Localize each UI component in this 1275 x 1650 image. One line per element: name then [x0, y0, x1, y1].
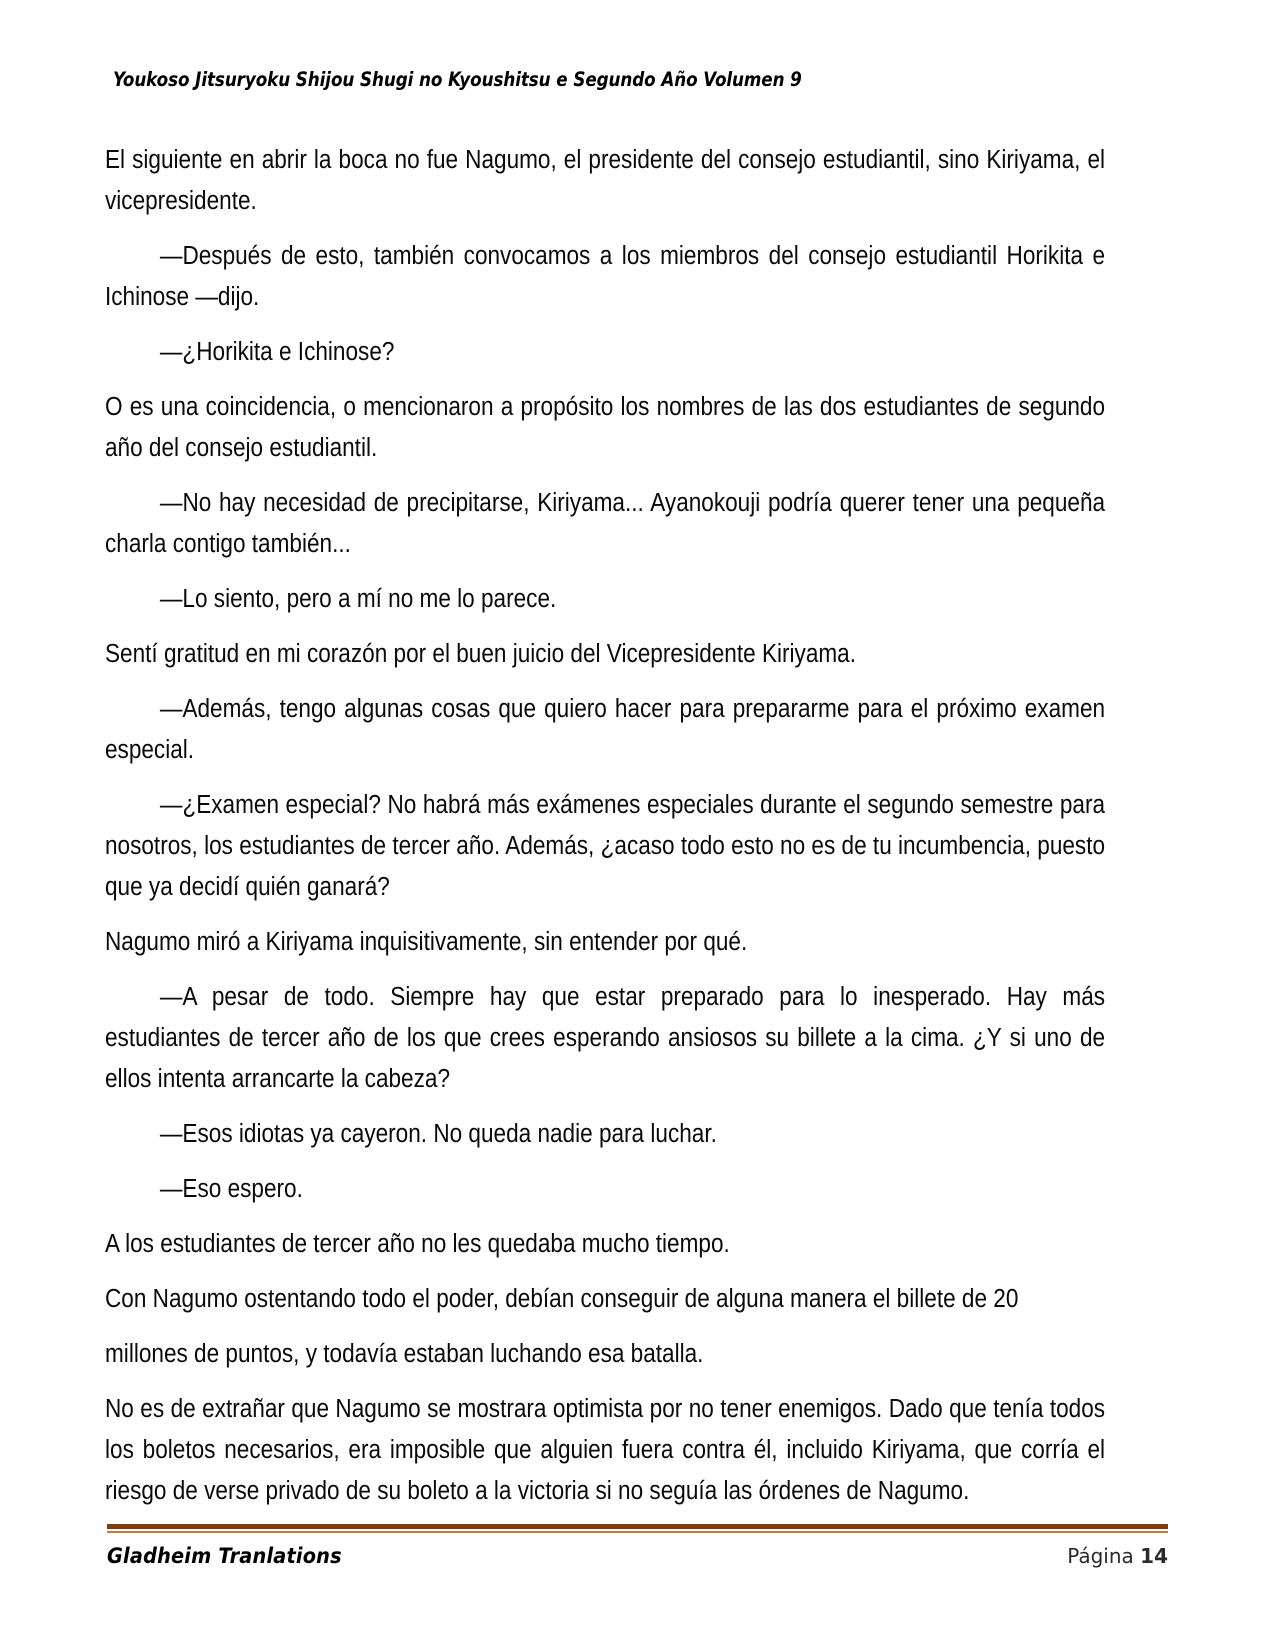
footer-divider-thin-bar [107, 1531, 1168, 1533]
paragraph: Sentí gratitud en mi corazón por el buen juicio del Vicepresidente Kiriyama. [105, 640, 857, 668]
document-body [105, 140, 1105, 1512]
paragraph: —¿Examen especial? No habrá más exámenes especiales durante el segundo semestre para nosotros, los estudiantes de tercer año. Además, ¿acaso todo esto no es de tu incumbencia, puesto que ya decidí quién ganará? [105, 791, 1106, 901]
paragraph: —No hay necesidad de precipitarse, Kiriyama... Ayanokouji podría querer tener una pequeña charla contigo también... [105, 489, 1106, 558]
paragraph: O es una coincidencia, o mencionaron a propósito los nombres de las dos estudiantes de segundo año del consejo estudiantil. [105, 393, 1106, 462]
footer-divider [107, 1524, 1168, 1533]
paragraph: No es de extrañar que Nagumo se mostrara optimista por no tener enemigos. Dado que tenía todos los boletos necesarios, era imposible que alguien fuera contra él, incluido Kiriyama, que corría el riesgo de verse privado de su boleto a la victoria si no seguía las órdenes de Nagumo. [105, 1395, 1106, 1505]
paragraph: El siguiente en abrir la boca no fue Nagumo, el presidente del consejo estudiantil, sino Kiriyama, el vicepresidente. [105, 146, 1106, 215]
paragraph: —Lo siento, pero a mí no me lo parece. [159, 585, 557, 613]
paragraph: Nagumo miró a Kiriyama inquisitivamente, sin entender por qué. [105, 928, 748, 956]
paragraph: Con Nagumo ostentando todo el poder, debían conseguir de alguna manera el billete de 20 [105, 1285, 1019, 1313]
page-footer [107, 1524, 1168, 1568]
paragraph: millones de puntos, y todavía estaban luchando esa batalla. [105, 1340, 704, 1368]
paragraph: —Además, tengo algunas cosas que quiero hacer para prepararme para el próximo examen especial. [105, 695, 1106, 764]
header-title: Youkoso Jitsuryoku Shijou Shugi no Kyoushitsu e Segundo Año Volumen 9 [113, 68, 802, 91]
paragraph: —¿Horikita e Ichinose? [159, 338, 395, 366]
paragraph: —A pesar de todo. Siempre hay que estar preparado para lo inesperado. Hay más estudiantes de tercer año de los que crees esperando ansiosos su billete a la cima. ¿Y si uno de ellos intenta arrancarte la cabeza? [105, 983, 1106, 1093]
page-number-container [1067, 1544, 1168, 1568]
footer-content [107, 1544, 1168, 1568]
paragraph: —Esos idiotas ya cayeron. No queda nadie para luchar. [159, 1120, 717, 1148]
page-label: Página [1067, 1544, 1134, 1568]
paragraph: —Después de esto, también convocamos a los miembros del consejo estudiantil Horikita e Ichinose —dijo. [105, 242, 1106, 311]
footer-brand: Gladheim Tranlations [107, 1544, 342, 1568]
paragraph: A los estudiantes de tercer año no les quedaba mucho tiempo. [105, 1230, 730, 1258]
paragraph: —Eso espero. [159, 1175, 303, 1203]
page-header [113, 68, 1163, 91]
page-number: 14 [1140, 1544, 1168, 1568]
